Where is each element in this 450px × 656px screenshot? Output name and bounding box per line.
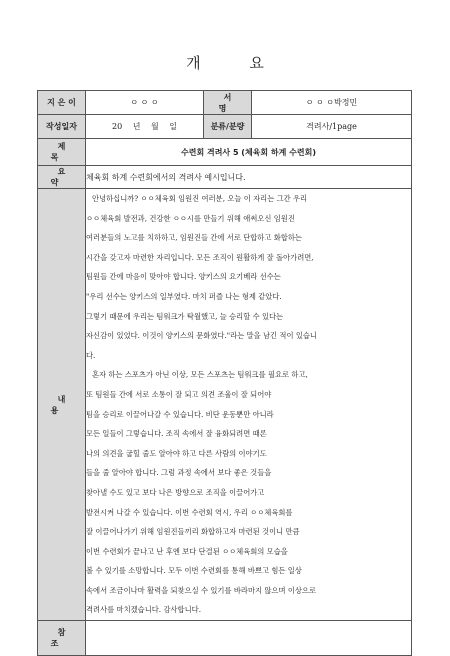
- date-value: 20 년 월 일: [86, 115, 204, 139]
- summary-label: 요 약: [38, 166, 86, 189]
- document-title: 개 요: [186, 54, 286, 72]
- author-label: 지 은 이: [38, 91, 86, 115]
- content-line: 볼 수 있기를 소망합니다. 모두 이번 수련회를 통해 바쁘고 힘든 일상: [86, 566, 302, 576]
- reference-value: [86, 621, 412, 656]
- content-line: "우리 선수는 양키스의 일부였다. 마치 퍼즐 나는 형제 같았다.: [86, 291, 282, 301]
- content-row: [38, 189, 412, 621]
- content-line: 찾아낼 수도 있고 보다 나은 방향으로 조직을 이끌어가고: [86, 487, 265, 497]
- content-line: 그렇기 때문에 우리는 팀워크가 탁월했고, 늘 승리할 수 있다는: [86, 311, 284, 321]
- content-line: 자신감이 있었다. 이것이 양키스의 문화였다."라는 말을 남긴 적이 있습니: [86, 331, 317, 341]
- signature-value: ㅇ ㅇ ㅇ박정민: [252, 91, 412, 115]
- date-label: 작성일자: [38, 115, 86, 139]
- content-line: 안녕하십니까? ㅇㅇ체육회 임원진 여러분, 오늘 이 자리는 그간 우리: [92, 194, 308, 203]
- content-line: 팀을 승리로 이끌어나갈 수 있습니다. 비단 운동뿐만 아니라: [86, 409, 274, 419]
- content-line: 모든 일들이 그렇습니다. 조직 속에서 잘 융화되려면 때론: [86, 429, 267, 439]
- content-line: 잘 이끌어나가기 위해 임원진들끼리 화합하고자 마련된 것이니 만큼: [86, 527, 300, 537]
- subject-label: 제 목: [38, 139, 86, 166]
- content-line: ㅇㅇ체육회 발전과, 건강한 ㅇㅇ시를 만들기 위해 애써오신 임원진: [86, 213, 295, 223]
- content-line: 또 팀원들 간에 서로 소통이 잘 되고 의견 조율이 잘 되어야: [86, 389, 272, 399]
- content-line: 이번 수련회가 끝나고 난 후엔 보다 단결된 ㅇㅇ체육회의 모습을: [86, 546, 288, 556]
- date-row: [38, 115, 412, 139]
- content-line: 다.: [86, 350, 96, 360]
- author-row: [38, 91, 412, 115]
- summary-value: 체육회 하계 수련회에서의 격려사 예시입니다.: [86, 166, 412, 189]
- content-line: 혼자 하는 스포츠가 아닌 이상, 모든 스포츠는 팀워크를 필요로 하고,: [92, 370, 308, 380]
- category-value: 격려사/1page: [252, 115, 412, 139]
- content-line: 격려사를 마치겠습니다. 감사합니다.: [86, 605, 202, 615]
- content-line: 발전시켜 나갈 수 있습니다. 이번 수련회 역시, 우리 ㅇㅇ체육회를: [86, 507, 293, 517]
- content-paragraph: [86, 189, 411, 620]
- content-line: 팀원들 간에 마음이 맞아야 합니다. 양키스의 요기베라 선수는: [86, 272, 281, 282]
- subject-row: [38, 139, 412, 166]
- summary-form-table: [37, 90, 412, 656]
- content-line: 시간을 갖고자 마련한 자리입니다. 모든 조직이 원활하게 잘 돌아가려면,: [86, 252, 314, 262]
- subject-value: 수련회 격려사 5 (체육회 하계 수련회): [86, 139, 412, 166]
- content-line: 여러분들의 노고를 치하하고, 임원진들 간에 서로 단합하고 화합하는: [86, 233, 302, 243]
- summary-row: [38, 166, 412, 189]
- content-body: [86, 189, 412, 621]
- content-label: 내 용: [38, 189, 86, 621]
- signature-label: 서 명: [204, 91, 252, 115]
- content-line: 나의 의견을 굽힐 줄도 알아야 하고 다른 사람의 이야기도: [86, 448, 267, 458]
- author-value: ㅇ ㅇ ㅇ: [86, 91, 204, 115]
- reference-row: [38, 621, 412, 656]
- category-label: 분류/분량: [204, 115, 252, 139]
- reference-label: 참 조: [38, 621, 86, 656]
- content-line: 들을 줄 알아야 합니다. 그럼 과정 속에서 보다 좋은 것들을: [86, 468, 272, 478]
- content-line: 속에서 조금이나마 활력을 되찾으실 수 있기를 바라마지 않으며 이상으로: [86, 585, 317, 595]
